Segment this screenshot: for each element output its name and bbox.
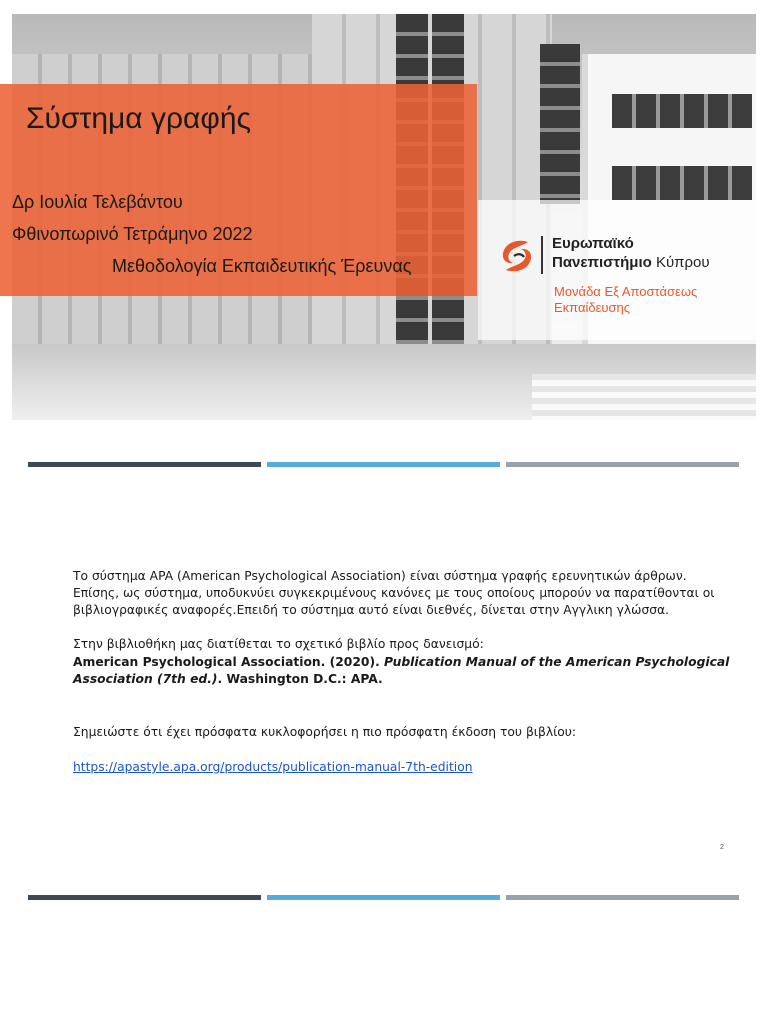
divider-bar-blue	[267, 895, 500, 900]
reference-edition: Association (7th ed.)	[73, 672, 218, 686]
reference-publisher: . Washington D.C.: APA.	[217, 672, 383, 686]
page-title: Σύστημα γραφής	[26, 102, 251, 135]
reference-line1	[73, 655, 729, 669]
paragraph-line: Επίσης, ως σύστημα, υποδυκνύει συγκεκριμένους κανόνες με τους οποίους μπορούν να παρατίθονται οι	[73, 586, 715, 600]
divider-bar-blue	[267, 462, 500, 467]
logo-name-rest: Κύπρου	[651, 254, 710, 271]
window-row	[612, 166, 752, 200]
logo-unit-line1: Μονάδα Εξ Αποστάσεως	[554, 284, 698, 299]
divider-bar-gray	[506, 895, 739, 900]
logo-name-bold: Πανεπιστήμιο	[552, 254, 652, 271]
banner-stairs	[532, 374, 756, 420]
library-intro: Στην βιβλιοθήκη μας διατίθεται το σχετικό βιβλίο προς δανεισμό:	[73, 637, 484, 651]
logo-divider	[541, 236, 543, 274]
apa-manual-link[interactable]: https://apastyle.apa.org/products/publication-manual-7th-edition	[73, 760, 473, 774]
paragraph-line: Το σύστημα APA (American Psychological Association) είναι σύστημα γραφής ερευνητικών άρθρων.	[73, 569, 687, 583]
reference-line2	[73, 672, 383, 686]
course-name: Μεθοδολογία Εκπαιδευτικής Έρευνας	[112, 256, 412, 276]
term-label: Φθινοπωρινό Τετράμηνο 2022	[12, 224, 253, 244]
divider-bar-dark	[28, 462, 261, 467]
logo-name-line1: Ευρωπαϊκό	[552, 235, 634, 252]
paragraph-line: βιβλιογραφικές αναφορές.Επειδή το σύστημα αυτό είναι διεθνές, δίνεται στην Αγγλικη γλώσσα.	[73, 603, 670, 617]
university-logo-icon	[498, 236, 536, 276]
note-text: Σημειώστε ότι έχει πρόσφατα κυκλοφορήσει η πιο πρόσφατη έκδοση του βιβλίου:	[73, 725, 577, 739]
logo-unit-line2: Εκπαίδευσης	[554, 300, 631, 315]
reference-title: Publication Manual of the American Psychological	[384, 655, 730, 669]
author-name: Δρ Ιουλία Τελεβάντου	[12, 192, 183, 212]
divider-bar-gray	[506, 462, 739, 467]
window-row	[612, 94, 752, 128]
window-column	[540, 44, 580, 204]
logo-name-line2	[552, 254, 710, 271]
reference-author: American Psychological Association. (2020).	[73, 655, 385, 669]
divider-bar-dark	[28, 895, 261, 900]
page-number: 2	[720, 844, 724, 851]
